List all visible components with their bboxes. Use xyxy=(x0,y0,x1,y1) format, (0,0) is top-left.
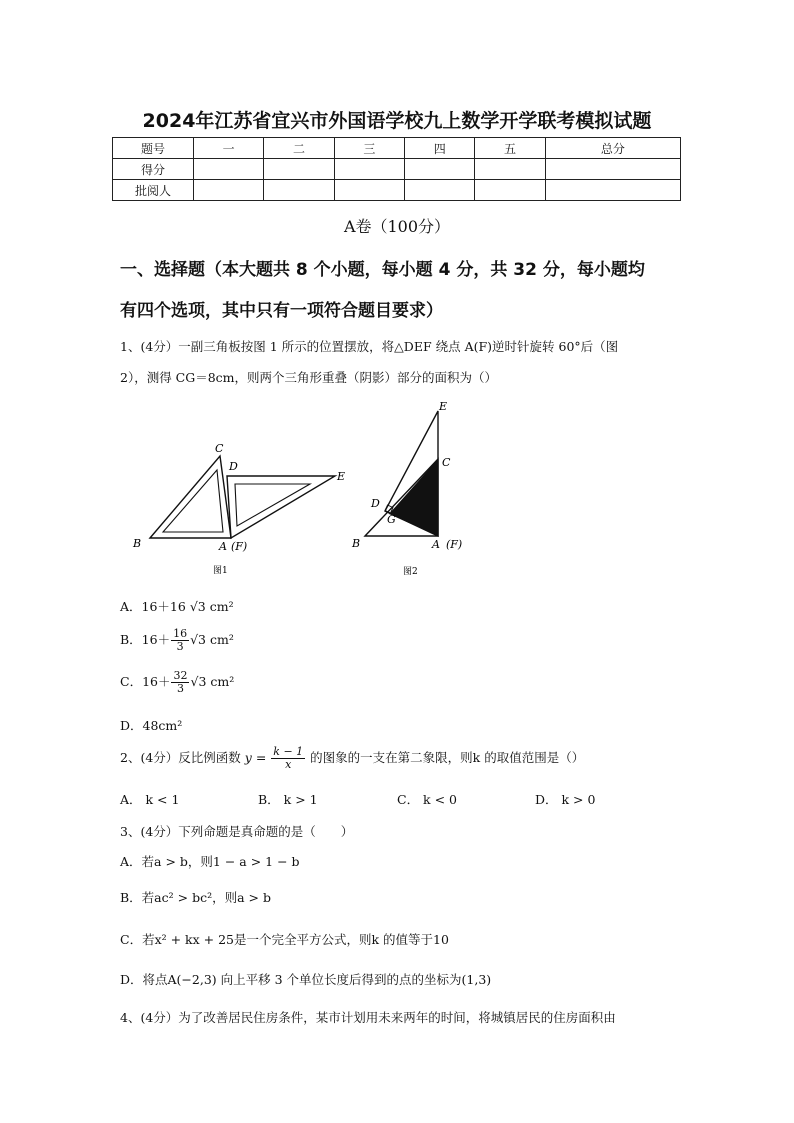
q2-y-equals: y = xyxy=(244,750,267,765)
score-cell xyxy=(405,159,475,180)
q3-option-c: C．若x² + kx + 25是一个完全平方公式，则k 的值等于10 xyxy=(120,932,449,947)
col-header: 三 xyxy=(334,138,404,159)
sqrt-3: √3 xyxy=(190,674,207,689)
q2-option-c: C． k < 0 xyxy=(397,792,457,807)
denominator: 3 xyxy=(176,682,184,695)
label-c: C xyxy=(442,456,451,469)
triangle-def-outer xyxy=(227,476,335,538)
grader-cell xyxy=(405,180,475,201)
q1-stem-line2: 2），测得 CG＝8cm，则两个三角形重叠（阴影）部分的面积为（） xyxy=(120,370,498,385)
label-e: E xyxy=(337,470,346,483)
score-cell xyxy=(264,159,334,180)
grader-cell xyxy=(194,180,264,201)
q1-stem-line1: 1、(4分）一副三角板按图 1 所示的位置摆放，将△DEF 绕点 A(F)逆时针旋转 60°后（图 xyxy=(120,339,619,354)
score-cell xyxy=(545,159,680,180)
col-header: 四 xyxy=(405,138,475,159)
q2-stem xyxy=(120,746,584,771)
label-d: D xyxy=(229,460,238,473)
label-b: B xyxy=(352,537,361,550)
denominator: 3 xyxy=(176,640,184,653)
score-cell xyxy=(475,159,545,180)
q1-option-a xyxy=(120,597,234,615)
triangle-def-inner xyxy=(235,484,310,526)
grader-row xyxy=(113,180,681,201)
unit: cm² xyxy=(210,674,235,689)
q1-option-d: D．48cm² xyxy=(120,718,183,733)
q1-option-c xyxy=(120,670,234,695)
label-c: C xyxy=(215,442,224,455)
row-label: 得分 xyxy=(113,159,194,180)
grader-cell xyxy=(334,180,404,201)
q3-option-a: A．若a > b，则1 − a > 1 − b xyxy=(120,854,300,869)
label-d: D xyxy=(371,497,380,510)
q2-fraction xyxy=(271,746,305,771)
label-f: (F) xyxy=(231,540,248,553)
denominator: x xyxy=(285,758,292,771)
fraction xyxy=(171,670,189,695)
q4-stem: 4、(4分）为了改善居民住房条件，某市计划用未来两年的时间，将城镇居民的住房面积由 xyxy=(120,1010,616,1025)
q3-option-d: D．将点A(−2,3) 向上平移 3 个单位长度后得到的点的坐标为(1,3) xyxy=(120,972,492,987)
q2-option-d: D． k > 0 xyxy=(535,792,596,807)
grader-cell xyxy=(545,180,680,201)
unit: cm² xyxy=(210,632,234,647)
score-table xyxy=(112,137,681,201)
label-a: A xyxy=(432,538,440,551)
figure-2-caption: 图2 xyxy=(403,567,418,577)
fraction xyxy=(171,628,189,653)
q2-prefix: 2、(4分）反比例函数 xyxy=(120,750,241,765)
score-row xyxy=(113,159,681,180)
page-title: 2024年江苏省宜兴市外国语学校九上数学开学联考模拟试题 xyxy=(142,110,652,132)
volume-heading: A卷（100分） xyxy=(343,217,451,236)
label-a: A xyxy=(219,540,227,553)
unit: cm² xyxy=(209,599,234,614)
col-header: 题号 xyxy=(113,138,194,159)
col-header: 五 xyxy=(475,138,545,159)
q2-suffix: 的图象的一支在第二象限，则k 的取值范围是（） xyxy=(310,750,585,765)
numerator: 16 xyxy=(173,627,188,640)
q1-figure-1 xyxy=(125,440,355,580)
option-text: C．16＋ xyxy=(120,674,171,689)
col-header: 二 xyxy=(264,138,334,159)
col-header: 一 xyxy=(194,138,264,159)
q1-figure-2 xyxy=(345,398,475,580)
triangle-abc-inner xyxy=(163,470,223,532)
option-text: B．16＋ xyxy=(120,632,171,647)
q3-stem: 3、(4分）下列命题是真命题的是（ ） xyxy=(120,824,354,839)
label-f: (F) xyxy=(446,538,463,551)
numerator: k − 1 xyxy=(273,745,304,758)
section-heading-line1: 一、选择题（本大题共 8 个小题，每小题 4 分，共 32 分，每小题均 xyxy=(120,260,645,280)
triangle-abc-outer xyxy=(150,456,231,538)
sqrt-3: √3 xyxy=(190,632,207,647)
row-label: 批阅人 xyxy=(113,180,194,201)
score-cell xyxy=(194,159,264,180)
section-heading-line2: 有四个选项，其中只有一项符合题目要求） xyxy=(120,301,443,321)
numerator: 32 xyxy=(173,669,188,682)
score-cell xyxy=(334,159,404,180)
overlap-shaded-region xyxy=(389,459,438,536)
sqrt-3: √3 xyxy=(189,599,206,614)
label-e: E xyxy=(439,400,448,413)
col-header: 总分 xyxy=(545,138,680,159)
option-text: A．16＋16 xyxy=(120,599,186,614)
q2-option-a: A． k < 1 xyxy=(120,792,180,807)
q3-option-b: B．若ac² > bc²，则a > b xyxy=(120,890,271,905)
score-table-header-row xyxy=(113,138,681,159)
q1-option-b xyxy=(120,628,234,653)
label-g: G xyxy=(387,513,396,526)
q2-option-b: B． k > 1 xyxy=(258,792,318,807)
grader-cell xyxy=(475,180,545,201)
figure-1-caption: 图1 xyxy=(213,566,228,576)
label-b: B xyxy=(133,537,142,550)
grader-cell xyxy=(264,180,334,201)
